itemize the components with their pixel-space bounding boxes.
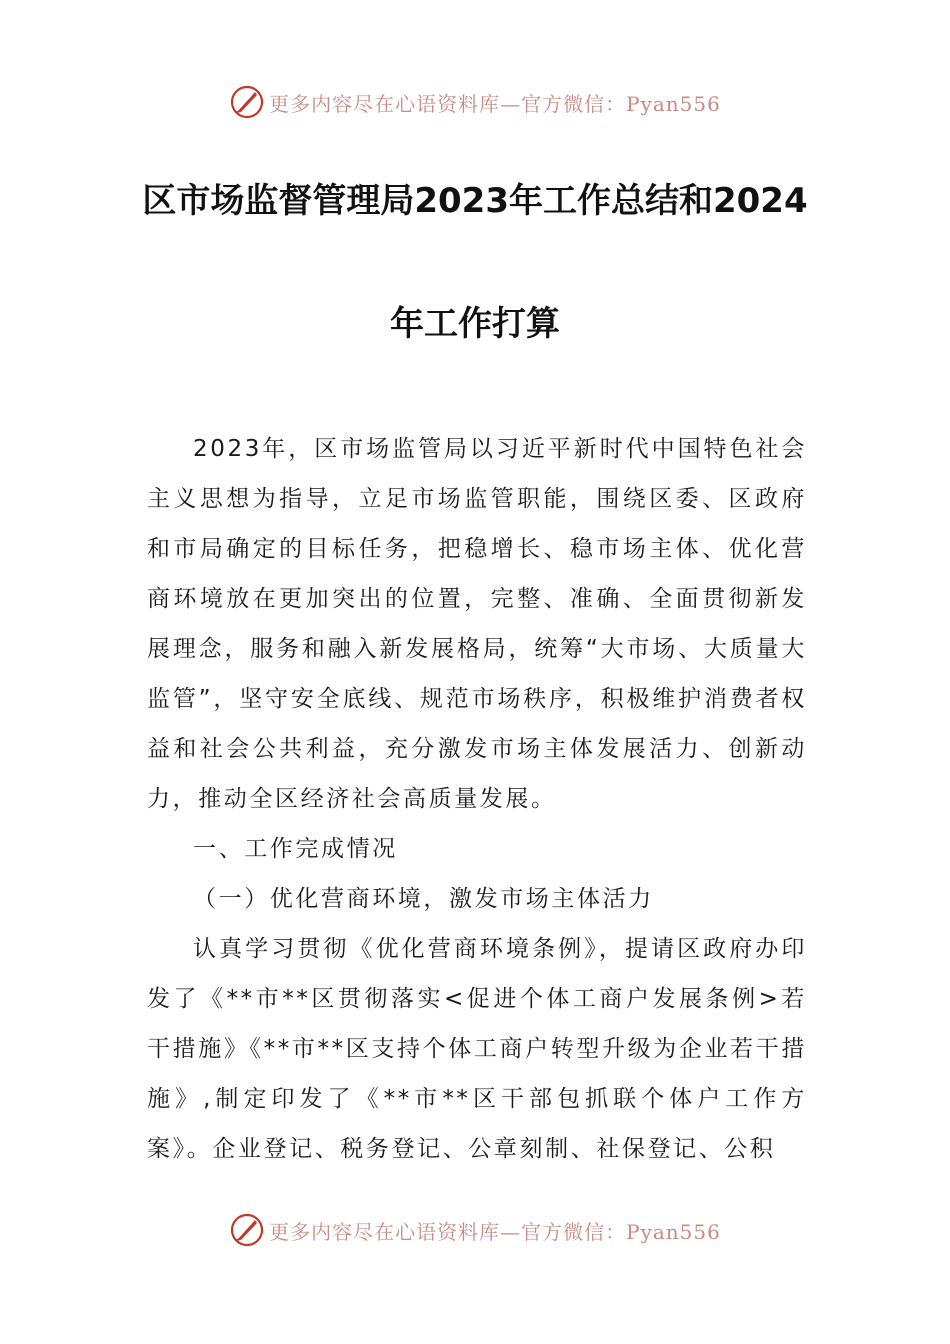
header-watermark-banner xyxy=(0,82,950,122)
watermark-text: 更多内容尽在心语资料库—官方微信：Pyan556 xyxy=(269,91,721,116)
subsection-heading-1: （一）优化营商环境，激发市场主体活力 xyxy=(193,886,654,912)
paragraph-business-environment: 认真学习贯彻《优化营商环境条例》，提请区政府办印发了《**市**区贯彻落实<促进个体工商户发展条例>若干措施》《**市**区支持个体工商户转型升级为企业若干措施》,制定印发了《**市**区干部包抓联个体户工作方案》。企业登记、税务登记、公章刻制、社保登记、公积 xyxy=(147,936,807,1162)
quill-logo-icon xyxy=(229,1212,265,1248)
watermark-text: 更多内容尽在心语资料库—官方微信：Pyan556 xyxy=(269,1219,721,1244)
footer-watermark-banner xyxy=(0,1210,950,1250)
document-title-line-2: 年工作打算 xyxy=(390,304,560,344)
quill-logo-icon xyxy=(229,84,265,120)
paragraph-intro: 2023年，区市场监管局以习近平新时代中国特色社会主义思想为指导，立足市场监管职能，围绕区委、区政府和市局确定的目标任务，把稳增长、稳市场主体、优化营商环境放在更加突出的位置，完整、准确、全面贯彻新发展理念，服务和融入新发展格局，统筹“大市场、大质量大监管”，坚守安全底线、规范市场秩序，积极维护消费者权益和社会公共利益，充分激发市场主体发展活力、创新动力，推动全区经济社会高质量发展。 xyxy=(147,436,807,812)
document-title-line-1: 区市场监督管理局2023年工作总结和2024 xyxy=(142,181,808,221)
document-body xyxy=(147,424,807,1174)
section-heading-1: 一、工作完成情况 xyxy=(193,836,398,862)
